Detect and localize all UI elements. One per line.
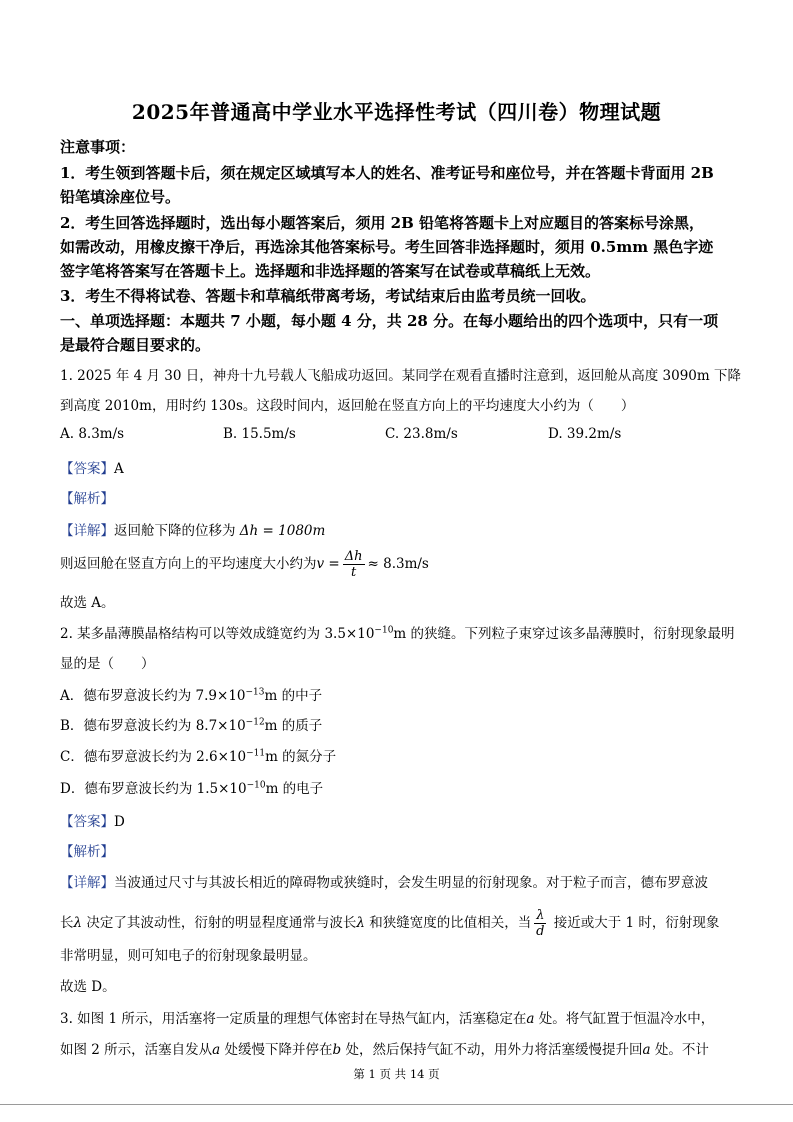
velocity-fraction <box>343 549 365 580</box>
q1-stem-cont: 到高度 2010m，用时约 130s。这段时间内，返回舱在竖直方向上的平均速度大小约为（ ） <box>60 398 635 414</box>
notice-item-3: 3．考生不得将试卷、答题卡和草稿纸带离考场，考试结束后由监考员统一回收。 <box>60 287 596 305</box>
fraction-numerator: λ <box>536 908 545 923</box>
q1-detail <box>60 519 325 539</box>
q1-option-d: D. 39.2m/s <box>548 426 622 442</box>
step-text: 则返回舱在竖直方向上的平均速度大小约为 <box>60 556 317 572</box>
answer-label: 【答案】 <box>60 461 114 477</box>
fraction-denominator: d <box>536 924 545 939</box>
notice-item-1-cont: 铅笔填涂座位号。 <box>60 188 181 206</box>
detail-text: 接近或大于 1 时，衍射现象 <box>549 915 720 931</box>
detail-text: 长 <box>60 915 74 931</box>
q3-text: 3. 如图 1 所示，用活塞将一定质量的理想气体密封在导热气缸内，活塞稳定在 <box>60 1011 527 1027</box>
option-text: D．德布罗意波长约为 1.5×10 <box>60 781 247 797</box>
q2-detail-cont2: 非常明显，则可知电子的衍射现象最明显。 <box>60 948 317 964</box>
answer-value: A <box>114 461 124 477</box>
q3-text: 如图 2 所示，活塞自发从 <box>60 1042 213 1058</box>
detail-text: 当波通过尺寸与其波长相近的障碍物或狭缝时，会发生明显的衍射现象。对于粒子而言，德布罗意波 <box>114 875 708 891</box>
q3-text: 处，然后保持气缸不动，用外力将活塞缓慢提升回 <box>341 1042 643 1058</box>
option-suffix: m 的氮分子 <box>265 749 337 765</box>
notice-item-2-cont: 如需改动，用橡皮擦干净后，再选涂其他答案标号。考生回答非选择题时，须用 0.5mm 黑色字迹 <box>60 238 714 256</box>
position-a-symbol: a <box>526 1011 535 1027</box>
bottom-divider <box>0 1104 793 1105</box>
page-number: 第 1 页 共 14 页 <box>353 1067 440 1081</box>
option-suffix: m 的中子 <box>264 688 323 704</box>
detail-formula: Δh = 1080m <box>239 523 326 539</box>
q3-stem-cont <box>60 1038 709 1058</box>
fraction-numerator: Δh <box>344 549 363 564</box>
notice-item-2: 2．考生回答选择题时，选出每小题答案后，须用 2B 铅笔将答题卡上对应题目的答案标号涂黑， <box>60 214 705 232</box>
fraction-denominator: t <box>351 565 357 580</box>
q3-text: 处缓慢下降并停在 <box>220 1042 333 1058</box>
q1-answer <box>60 457 124 477</box>
q3-stem <box>60 1007 714 1027</box>
q2-answer <box>60 810 125 830</box>
q2-analysis-label: 【解析】 <box>60 844 114 860</box>
option-exponent: −12 <box>245 717 265 728</box>
option-exponent: −11 <box>246 748 266 759</box>
ratio-fraction <box>534 908 546 939</box>
q2-stem-cont: 显的是（ ） <box>60 656 155 672</box>
option-exponent: −13 <box>245 687 265 698</box>
option-text: B．德布罗意波长约为 8.7×10 <box>60 718 246 734</box>
detail-label: 【详解】 <box>60 523 114 539</box>
position-b-symbol: b <box>332 1042 342 1058</box>
detail-text: 决定了其波动性，衍射的明显程度通常与波长 <box>82 915 357 931</box>
section-heading: 一、单项选择题：本题共 7 小题，每小题 4 分，共 28 分。在每小题给出的四个选项中，只有一项 <box>60 312 719 330</box>
section-heading-cont: 是最符合题目要求的。 <box>60 336 211 354</box>
step-lhs: v = <box>316 556 340 572</box>
step-rhs: ≈ 8.3m/s <box>367 556 429 572</box>
option-suffix: m 的电子 <box>265 781 324 797</box>
option-suffix: m 的质子 <box>264 718 323 734</box>
notice-item-1: 1．考生领到答题卡后，须在规定区域填写本人的姓名、准考证号和座位号，并在答题卡背面用 2B <box>60 164 714 182</box>
notice-item-2-cont2: 签字笔将答案写在答题卡上。选择题和非选择题的答案写在试卷或草稿纸上无效。 <box>60 262 601 280</box>
option-exponent: −10 <box>246 780 266 791</box>
lambda-symbol: λ <box>73 915 83 931</box>
q2-detail <box>60 871 708 891</box>
q1-stem: 1. 2025 年 4 月 30 日，神舟十九号载人飞船成功返回。某同学在观看直播时注意到，返回舱从高度 3090m 下降 <box>60 368 741 384</box>
q2-option-c <box>60 745 336 765</box>
notice-heading: 注意事项： <box>60 138 136 156</box>
detail-label: 【详解】 <box>60 875 114 891</box>
q1-option-b: B. 15.5m/s <box>223 426 296 442</box>
q1-step <box>60 549 429 580</box>
q2-option-a <box>60 684 322 704</box>
detail-text: 和狭缝宽度的比值相关，当 <box>364 915 532 931</box>
page-title: 2025年普通高中学业水平选择性考试（四川卷）物理试题 <box>131 100 662 124</box>
position-a-symbol: a <box>642 1042 651 1058</box>
q3-text: 处。不计 <box>650 1042 709 1058</box>
position-a-symbol: a <box>212 1042 221 1058</box>
option-text: A．德布罗意波长约为 7.9×10 <box>60 688 246 704</box>
q2-conclusion: 故选 D。 <box>60 979 116 995</box>
q2-stem-exponent: −10 <box>374 625 394 636</box>
detail-text: 返回舱下降的位移为 <box>114 523 240 539</box>
answer-label: 【答案】 <box>60 814 114 830</box>
answer-value: D <box>114 814 125 830</box>
q2-stem-text-cont: m 的狭缝。下列粒子束穿过该多晶薄膜时，衍射现象最明 <box>393 626 735 642</box>
q2-stem <box>60 622 735 642</box>
q2-option-d <box>60 777 323 797</box>
q3-text: 处。将气缸置于恒温冷水中， <box>534 1011 715 1027</box>
q2-stem-text: 2. 某多晶薄膜晶格结构可以等效成缝宽约为 3.5×10 <box>60 626 375 642</box>
q2-option-b <box>60 714 322 734</box>
option-text: C．德布罗意波长约为 2.6×10 <box>60 749 247 765</box>
q1-option-a: A. 8.3m/s <box>60 426 125 442</box>
q1-analysis-label: 【解析】 <box>60 491 114 507</box>
q1-option-c: C. 23.8m/s <box>385 426 458 442</box>
lambda-symbol: λ <box>356 915 365 931</box>
q1-conclusion: 故选 A。 <box>60 595 115 611</box>
q2-detail-cont <box>60 908 719 939</box>
